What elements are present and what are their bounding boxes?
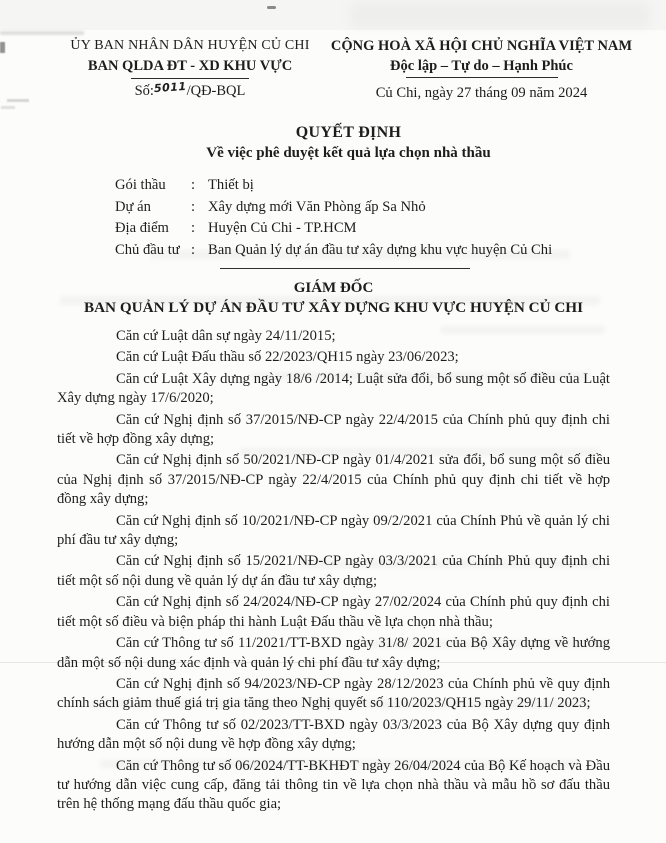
legal-basis-paragraph: Căn cứ Nghị định số 15/2021/NĐ-CP ngày 03/3/2021 của Chính Phủ quy định chi tiết một số nội dung về quản lý dự án đầu tư xây dựng; (57, 553, 610, 589)
document-header (57, 36, 640, 103)
info-colon: : (191, 220, 196, 236)
legal-basis-paragraph: Căn cứ Thông tư số 06/2024/TT-BKHĐT ngày 26/04/2024 của Bộ Kế hoạch và Đầu tư hướng dẫn việc cung cấp, đăng tải thông tin về lựa chọn nhà thầu và mẫu hồ sơ đấu thầu trên hệ thống mạng đấu thầu quốc gia; (57, 757, 610, 813)
legal-basis-paragraph: Căn cứ Luật Xây dựng ngày 18/6 /2014; Luật sửa đổi, bổ sung một số điều của Luật Xây dựng ngày 17/6/2020; (57, 370, 610, 407)
info-label: Chủ đầu tư (115, 241, 180, 258)
document-number-prefix: Số: (134, 83, 154, 99)
info-label: Dự án (115, 198, 151, 215)
title-block (57, 123, 640, 164)
legal-basis-paragraph: Căn cứ Nghị định số 24/2024/NĐ-CP ngày 27/02/2024 của Chính phủ quy định chi tiết một số điều và biện pháp thi hành Luật Đấu thầu về lựa chọn nhà thầu; (57, 594, 610, 630)
issuer-organization: BAN QUẢN LÝ DỰ ÁN ĐẦU TƯ XÂY DỰNG KHU VỰC HUYỆN CỦ CHI (83, 299, 584, 316)
legal-basis-paragraph: Căn cứ Nghị định số 37/2015/NĐ-CP ngày 22/4/2015 của Chính phủ quy định chi tiết về hợp đồng xây dựng; (57, 411, 610, 448)
legal-basis-paragraph: Căn cứ Thông tư số 11/2021/TT-BXD ngày 31/8/ 2021 của Bộ Xây dựng về hướng dẫn một số nội dung xác định và quản lý chi phí đầu tư xây dựng; (57, 635, 610, 671)
document-subtitle: Về việc phê duyệt kết quả lựa chọn nhà thầu (206, 145, 491, 161)
info-value: Thiết bị (208, 177, 254, 193)
agency-underline-rule (131, 78, 249, 79)
info-row-du-an (115, 197, 640, 219)
section-divider-rule (220, 268, 470, 269)
agency-name: BAN QLDA ĐT - XD KHU VỰC (87, 58, 293, 74)
legal-basis-paragraph: Căn cứ Thông tư số 02/2023/TT-BXD ngày 03/3/2023 của Bộ Xây dựng quy định hướng dẫn một số nội dung về hợp đồng xây dựng; (57, 716, 610, 753)
info-value: Xây dựng mới Văn Phòng ấp Sa Nhỏ (208, 198, 426, 215)
info-label: Gói thầu (115, 177, 166, 193)
document-number-suffix: /QĐ-BQL (186, 83, 246, 99)
info-label: Địa điểm (115, 220, 169, 236)
parent-agency-name: ỦY BAN NHÂN DÂN HUYỆN CỦ CHI (70, 38, 310, 53)
legal-basis-paragraph: Căn cứ Nghị định số 50/2021/NĐ-CP ngày 01/4/2021 sửa đổi, bổ sung một số điều của Nghị định số 37/2015/NĐ-CP ngày 22/4/2015 của Chính phủ quy định chi tiết về hợp đồng xây dựng; (57, 452, 610, 508)
legal-basis-paragraph: Căn cứ Luật dân sự ngày 24/11/2015; (116, 328, 336, 344)
issuing-agency-block (57, 36, 323, 103)
info-row-chu-dau-tu (115, 240, 640, 262)
info-row-goi-thau (115, 175, 640, 197)
national-motto: Độc lập – Tự do – Hạnh Phúc (390, 58, 573, 74)
project-info-table (115, 175, 640, 261)
issuer-block (57, 279, 640, 318)
legal-basis-paragraph: Căn cứ Luật Đấu thầu số 22/2023/QH15 ngày 23/06/2023; (116, 349, 459, 366)
document-number-line (57, 81, 323, 102)
document-title: QUYẾT ĐỊNH (295, 124, 402, 141)
issuer-title: GIÁM ĐỐC (293, 280, 374, 296)
info-value: Huyện Củ Chi - TP.HCM (208, 220, 357, 236)
info-colon: : (191, 241, 196, 258)
national-title: CỘNG HOÀ XÃ HỘI CHỦ NGHĨA VIỆT NAM (330, 38, 633, 54)
legal-basis-paragraph: Căn cứ Nghị định số 94/2023/NĐ-CP ngày 28/12/2023 của Chính phủ về quy định chính sách giảm thuế giá trị gia tăng theo Nghị quyết số 110/2023/QH15 ngày 29/11/ 2023; (57, 675, 610, 712)
info-colon: : (191, 177, 196, 193)
motto-underline-rule (406, 77, 558, 78)
info-row-dia-diem (115, 218, 640, 240)
national-header-block (323, 36, 640, 103)
legal-basis-section (57, 327, 640, 815)
place-and-date: Củ Chi, ngày 27 tháng 09 năm 2024 (375, 85, 588, 101)
info-colon: : (191, 198, 196, 215)
legal-basis-paragraph: Căn cứ Nghị định số 10/2021/NĐ-CP ngày 09/2/2021 của Chính Phủ về quản lý chi phí đầu tư xây dựng; (57, 512, 610, 549)
handwritten-document-number: 5011 (153, 79, 187, 96)
info-value: Ban Quản lý dự án đầu tư xây dựng khu vực huyện Củ Chi (208, 241, 553, 258)
